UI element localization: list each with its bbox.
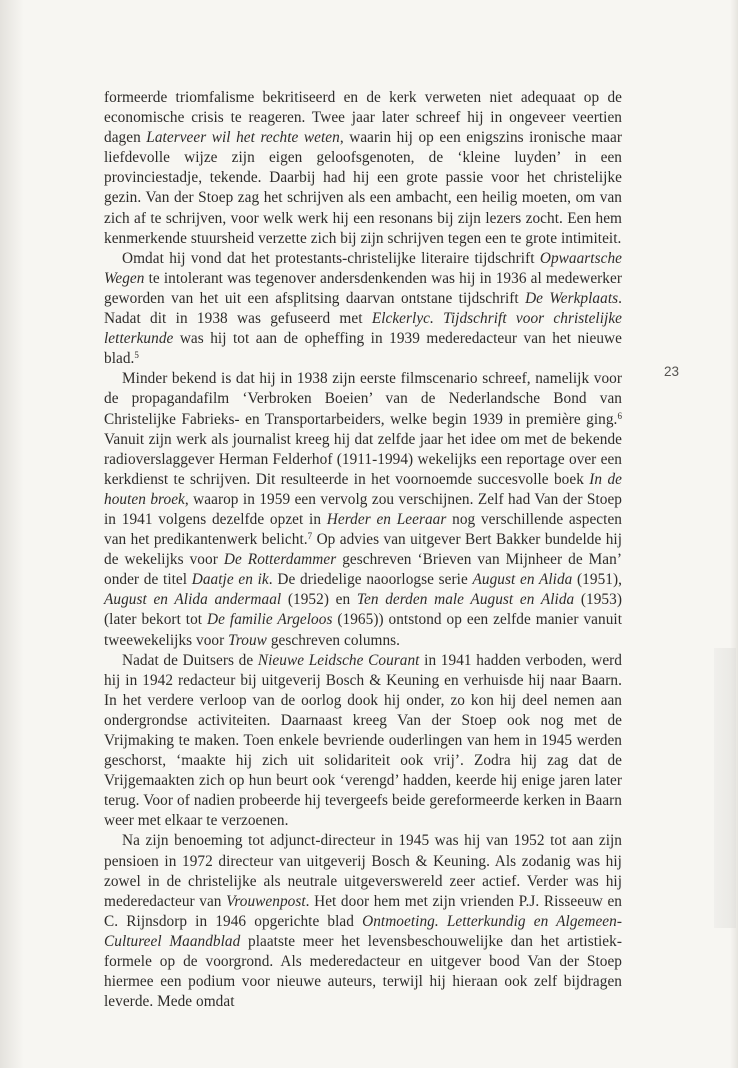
italic-title: De Rotterdammer: [223, 551, 337, 569]
italic-title: Ontmoeting. Letterkundig en Algemeen-Cultureel Maandblad: [104, 912, 622, 950]
italic-title: Herder en Leeraar: [326, 510, 447, 528]
paragraph-4: [104, 651, 622, 832]
text-run: . Nadat dit in 1938 was gefuseerd met: [104, 289, 622, 328]
text-run: Nadat de Duitsers de: [122, 651, 258, 669]
text-run: . De driedelige naoorlogse serie: [268, 571, 473, 589]
italic-title: De familie Argeloos: [207, 611, 333, 629]
paragraph-3: [104, 369, 622, 650]
text-run: in 1941 hadden verboden, werd hij in 1942 redacteur bij uitgeverij Bosch & Keuning en verhuisde hij naar Baarn. In het verdere verloop van de oorlog dook hij onder, zo kon hij deel nemen aan ondergrondse activiteiten. Daarnaast kreeg Van der Stoep ook nog met de Vrijmaking te maken. Toen enkele bevriende ouderlingen van hem in 1945 werden geschorst, ‘maakte hij zich uit solidariteit ook vrij’. Zodra hij zag dat de Vrijgemaakten zich op hun beurt ook ‘verengd’ hadden, keerde hij enige jaren later terug. Voor of nadien probeerde hij tevergeefs beide gereformeerde kerken in Baarn weer met elkaar te verzoenen.: [104, 651, 622, 830]
page-number: 23: [664, 364, 680, 379]
italic-title: August en Alida andermaal: [104, 591, 282, 609]
italic-title: Daatje en ik: [191, 571, 269, 589]
body-text: [104, 88, 622, 1012]
italic-title: In de houten broek: [104, 470, 622, 508]
text-run: te intolerant was tegenover andersdenkenden was hij in 1936 al medewerker geworden van het uit een afsplitsing daarvan ontstane tijdschrift: [104, 269, 622, 307]
text-run: Minder bekend is dat hij in 1938 zijn eerste filmscenario schreef, namelijk voor de propagandafilm ‘Verbroken Boeien’ van de Nederlandsche Bond van Christelijke Fabrieks- en Transportarbeiders, welke begin 1939 in première ging.: [104, 370, 622, 428]
italic-title: Nieuwe Leidsche Courant: [257, 651, 420, 669]
paragraph-1: [104, 88, 622, 249]
footnote-marker: 7: [307, 531, 313, 542]
text-run: formeerde triomfalisme bekritiseerd en de kerk verweten niet adequaat op de economische crisis te reageren. Twee jaar later schreef hij in ongeveer veertien dagen: [104, 89, 622, 147]
margin-scan-artifact: [714, 648, 736, 928]
page-gutter-shadow: [0, 0, 24, 1068]
text-run: (1951),: [572, 571, 622, 589]
text-run: , waarop in 1959 een vervolg zou verschijnen. Zelf had Van der Stoep in 1941 volgens dezelfde opzet in: [104, 490, 622, 528]
italic-title: De Werkplaats: [525, 289, 619, 307]
text-run: Omdat hij vond dat het protestants-christelijke literaire tijdschrift: [122, 249, 540, 267]
text-run: geschreven columns.: [266, 631, 401, 649]
italic-title: Opwaartsche Wegen: [104, 249, 622, 287]
footnote-marker: 6: [617, 410, 622, 421]
text-run: (1965)) ontstond op een zelfde manier vanuit tweewekelijks voor: [104, 611, 622, 649]
text-run: was hij tot aan de opheffing in 1939 mederedacteur van het nieuwe blad.: [104, 330, 622, 368]
text-run: (1953) (later bekort tot: [104, 591, 622, 629]
text-run: . Het door hem met zijn vrienden P.J. Risseeuw en C. Rijnsdorp in 1946 opgerichte blad: [104, 892, 623, 930]
text-run: Vanuit zijn werk als journalist kreeg hij dat zelfde jaar het idee om met de bekende radioverslaggever Herman Felderhof (1911-1994) wekelijks een reportage over een kerkdienst te schrijven. Dit resulteerde in het voornoemde succesvolle boek: [104, 430, 622, 488]
footnote-marker: 5: [134, 350, 139, 361]
text-run: geschreven ‘Brieven van Mijnheer de Man’ onder de titel: [104, 551, 622, 589]
italic-title: August en Alida: [472, 571, 573, 589]
text-run: Na zijn benoeming tot adjunct-directeur in 1945 was hij van 1952 tot aan zijn pensioen in 1972 directeur van uitgeverij Bosch & Keuning. Als zodanig was hij zowel in de christelijke als neutrale uitgeverswereld zeer actief. Verder was hij mederedacteur van: [104, 832, 622, 910]
italic-title: Trouw: [228, 631, 267, 649]
paragraph-5: [104, 831, 622, 1012]
text-run: plaatste meer het levensbeschouwelijke dan het artistiek-formele op de voorgrond. Als mederedacteur en uitgever bood Van der Stoep hiermee een podium voor nieuwe auteurs, terwijl hij hieraan ook zelf bijdragen leverde. Mede omdat: [104, 932, 622, 1011]
italic-title: Ten derden male August en Alida: [356, 591, 575, 609]
text-run: nog verschillende aspecten van het predikantenwerk belicht.: [104, 510, 622, 549]
italic-title: Laterveer wil het rechte weten: [146, 129, 340, 147]
italic-title: Vrouwenpost: [226, 892, 306, 910]
paragraph-2: [104, 249, 622, 370]
text-run: , waarin hij op een enigszins ironische maar liefdevolle wijze zijn eigen geloofsgenoten, de ‘kleine luyden’ in een provinciestadje, tekende. Daarbij had hij een grote passie voor het christelijke gezin. Van der Stoep zag het schrijven als een ambacht, een heilig moeten, om van zich af te schrijven, voor welk werk hij een resonans bij zijn lezers zocht. Een hem kenmerkende stuursheid verzette zich bij zijn schrijven tegen een te grote intimiteit.: [104, 129, 622, 247]
text-run: Op advies van uitgever Bert Bakker bundelde hij de wekelijks voor: [104, 531, 622, 569]
italic-title: Elckerlyc. Tijdschrift voor christelijke letterkunde: [104, 310, 622, 348]
text-run: (1952) en: [281, 591, 357, 609]
